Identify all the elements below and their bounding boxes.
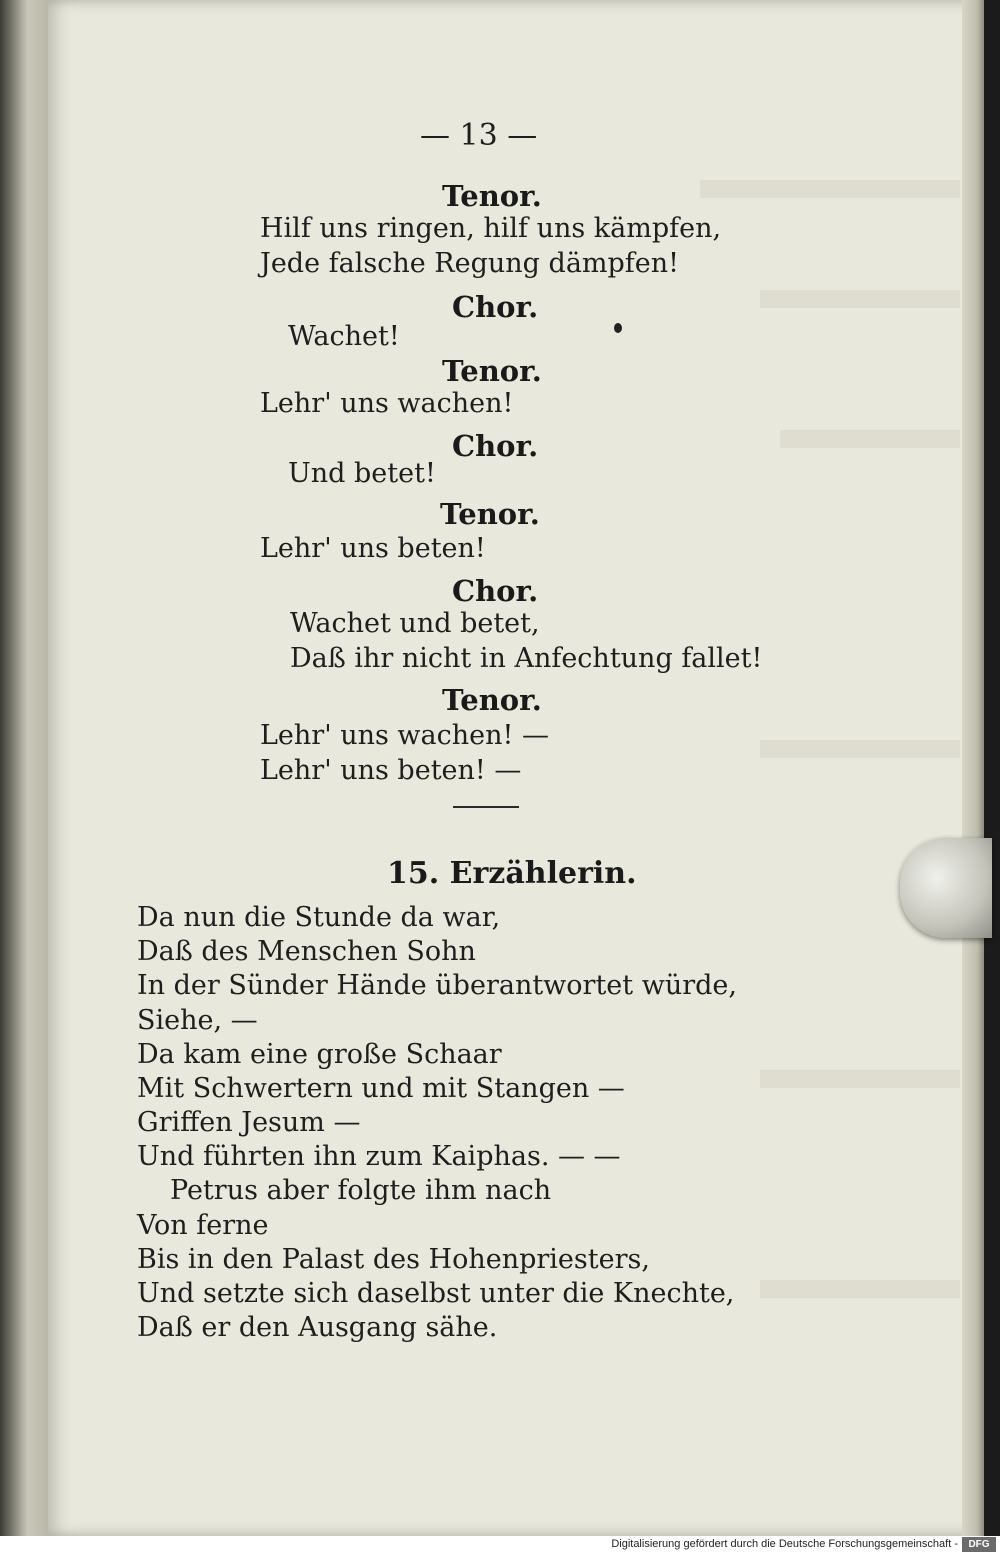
verse-line: Lehr' uns beten! — [260, 533, 486, 564]
bleed-through-mark — [760, 1280, 960, 1298]
bleed-through-mark — [760, 740, 960, 758]
verse-line: Mit Schwertern und mit Stangen — — [137, 1073, 625, 1104]
speaker-heading: Tenor. — [442, 354, 542, 388]
previous-page-edge — [0, 0, 50, 1540]
speaker-heading: Chor. — [452, 574, 539, 608]
verse-line: Lehr' uns beten! — — [260, 755, 522, 786]
verse-line: Wachet! — [288, 321, 400, 352]
verse-line: Petrus aber folgte ihm nach — [170, 1175, 552, 1206]
verse-line: Und führten ihn zum Kaiphas. — — — [137, 1141, 621, 1172]
ink-spot — [614, 323, 622, 333]
verse-line: In der Sünder Hände überantwortet würde, — [137, 970, 737, 1001]
speaker-heading: Tenor. — [442, 683, 542, 717]
verse-line: Daß des Menschen Sohn — [137, 936, 476, 967]
section-divider — [453, 806, 519, 808]
verse-line: Hilf uns ringen, hilf uns kämpfen, — [260, 213, 722, 244]
verse-line: Und betet! — [288, 458, 436, 489]
verse-line: Lehr' uns wachen! — — [260, 720, 549, 751]
dfg-logo: DFG — [962, 1537, 996, 1552]
verse-line: Jede falsche Regung dämpfen! — [260, 248, 680, 279]
verse-line: Da nun die Stunde da war, — [137, 902, 501, 933]
page-number: — 13 — — [420, 118, 538, 153]
speaker-heading: Chor. — [452, 429, 539, 463]
verse-line: Griffen Jesum — — [137, 1107, 361, 1138]
speaker-heading: Chor. — [452, 290, 539, 324]
bleed-through-mark — [760, 290, 960, 308]
verse-line: Bis in den Palast des Hohenpriesters, — [137, 1244, 650, 1275]
verse-line: Siehe, — — [137, 1005, 258, 1036]
speaker-heading: Tenor. — [442, 179, 542, 213]
bleed-through-mark — [700, 180, 960, 198]
verse-line: Da kam eine große Schaar — [137, 1039, 502, 1070]
section-title: 15. Erzählerin. — [387, 856, 637, 891]
page-clip — [900, 838, 992, 938]
verse-line: Lehr' uns wachen! — [260, 388, 514, 419]
verse-line: Von ferne — [137, 1210, 269, 1241]
bleed-through-mark — [760, 1070, 960, 1088]
speaker-heading: Tenor. — [440, 497, 540, 531]
bleed-through-mark — [780, 430, 960, 448]
verse-line: Daß er den Ausgang sähe. — [137, 1312, 498, 1343]
digitization-credit: Digitalisierung gefördert durch die Deutsche Forschungsgemeinschaft - — [611, 1538, 958, 1550]
verse-line: Und setzte sich daselbst unter die Knechte, — [137, 1278, 735, 1309]
page-edge — [962, 0, 984, 1536]
verse-line: Daß ihr nicht in Anfechtung fallet! — [290, 643, 763, 674]
verse-line: Wachet und betet, — [290, 608, 540, 639]
